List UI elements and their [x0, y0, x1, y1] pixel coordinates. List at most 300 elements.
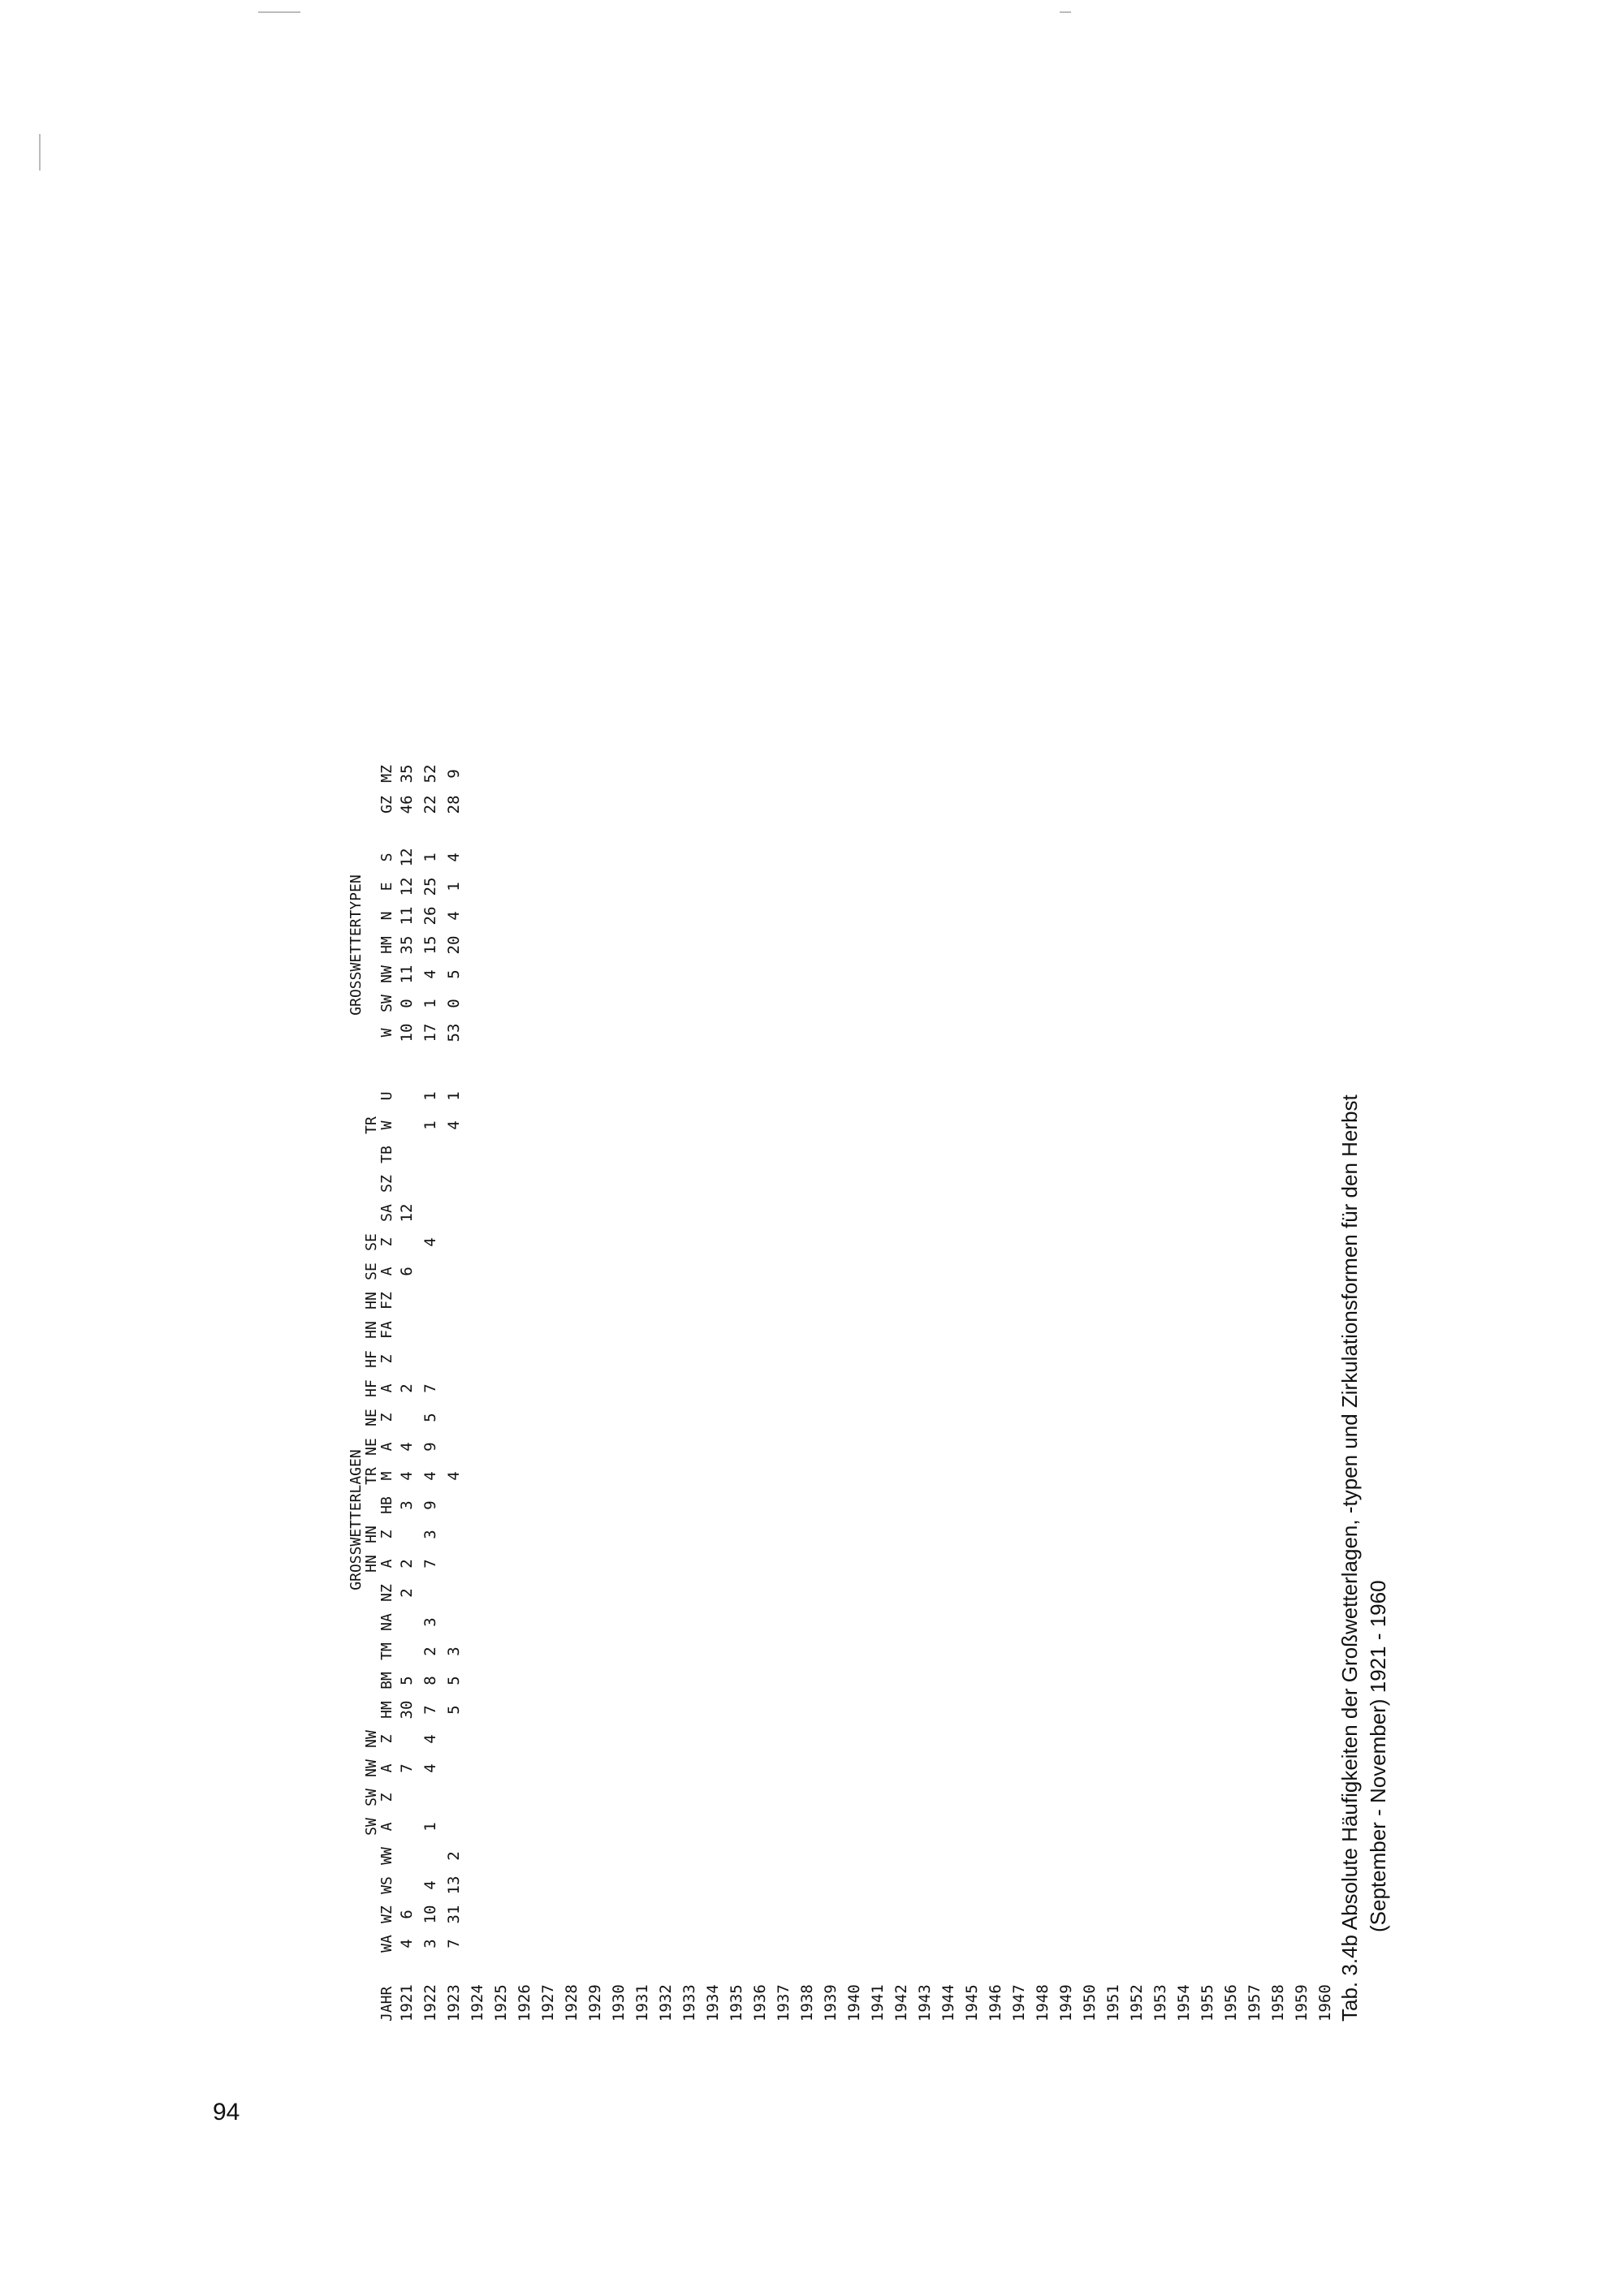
gwl-count-cell: [678, 1491, 702, 1520]
gwl-count-cell: [890, 1812, 914, 1841]
gwl-count-cell: [702, 1695, 725, 1724]
gwl-count-cell: [1243, 1929, 1267, 1958]
gwl-count-cell: [772, 1754, 796, 1783]
gwl-count-cell: [1102, 1812, 1125, 1841]
gwl-count-cell: [796, 1344, 819, 1374]
typ-count-cell: [1173, 989, 1196, 1018]
gwl-count-cell: [560, 1315, 584, 1344]
typ-count-cell: 12: [397, 877, 416, 896]
gwl-count-cell: [937, 1871, 961, 1900]
gwl-count-cell: [1173, 1695, 1196, 1724]
gwl-count-cell: [1243, 1315, 1267, 1344]
column-header-gwl: [365, 1783, 395, 1812]
gwl-count-cell: [819, 1198, 843, 1228]
column-header-gwl-label: HN: [363, 1526, 380, 1543]
gwl-count-cell: [395, 1637, 419, 1666]
gwl-count-cell: [749, 1491, 772, 1520]
gwl-count-cell: [678, 1432, 702, 1461]
gwl-count-cell: [772, 1549, 796, 1578]
gwl-count-cell: [984, 1491, 1008, 1520]
gz-count-cell: 22: [421, 795, 439, 814]
typ-count-cell: [1314, 1018, 1337, 1047]
typ-count-cell: 12: [397, 848, 416, 867]
gwl-count-cell: 1: [421, 1822, 439, 1832]
gwl-count-cell: [1125, 1666, 1149, 1695]
typ-count-cell: [961, 1018, 984, 1047]
gwl-count-cell: [1008, 1315, 1031, 1344]
mz-count-cell: [1055, 758, 1078, 789]
gwl-count-cell: [984, 1783, 1008, 1812]
gwl-count-cell: [443, 1403, 466, 1432]
gwl-count-cell: [1267, 1520, 1290, 1549]
gwl-count-cell: [490, 1783, 513, 1812]
gz-count-cell: [702, 789, 725, 820]
gwl-count-cell: [984, 1812, 1008, 1841]
year-cell: 1937: [774, 1984, 793, 2022]
gwl-count-cell: [1031, 1783, 1055, 1812]
gwl-count-cell: [490, 1637, 513, 1666]
year-cell: 1921: [397, 1984, 416, 2022]
gwl-count-cell: [1220, 1695, 1243, 1724]
gwl-count-cell: [678, 1871, 702, 1900]
gwl-count-cell: [466, 1520, 490, 1549]
typ-count-cell: [1196, 960, 1220, 989]
column-header-gwl-sublabel: Z: [378, 1530, 395, 1539]
gwl-count-cell: [914, 1841, 937, 1871]
gwl-count-cell: [1220, 1228, 1243, 1257]
gwl-count-cell: [937, 1637, 961, 1666]
gwl-count-cell: [490, 1081, 513, 1111]
typ-count-cell: [819, 960, 843, 989]
gwl-count-cell: [607, 1228, 631, 1257]
gwl-count-cell: [819, 1491, 843, 1520]
gwl-count-cell: [749, 1812, 772, 1841]
typ-count-cell: [914, 989, 937, 1018]
gwl-count-cell: [1149, 1081, 1173, 1111]
gwl-count-cell: [419, 1315, 443, 1344]
column-header-typ: [365, 989, 395, 1018]
gwl-count-cell: [560, 1841, 584, 1871]
gwl-count-cell: [1149, 1344, 1173, 1374]
typ-count-cell: [1031, 930, 1055, 960]
column-header-gwl-sublabel: A: [378, 1559, 395, 1569]
column-header-typ-label: S: [378, 852, 395, 862]
gwl-count-cell: [1125, 1461, 1149, 1491]
table-caption: [1336, 276, 1393, 2022]
mz-count-cell: [843, 758, 866, 789]
gwl-count-cell: [560, 1228, 584, 1257]
typ-count-cell: [1314, 872, 1337, 901]
gwl-count-cell: [1078, 1929, 1102, 1958]
gwl-count-cell: [1102, 1783, 1125, 1812]
scan-artifact: [39, 134, 41, 170]
gwl-count-cell: [1267, 1403, 1290, 1432]
gwl-count-cell: [1102, 1081, 1125, 1111]
gwl-count-cell: [1008, 1666, 1031, 1695]
typ-count-cell: [725, 872, 749, 901]
gz-count-cell: [914, 789, 937, 820]
table-row: [843, 758, 866, 2022]
gwl-count-cell: [1055, 1871, 1078, 1900]
typ-count-cell: 20: [444, 935, 463, 955]
typ-count-cell: [984, 989, 1008, 1018]
gwl-count-cell: [1267, 1081, 1290, 1111]
gwl-count-cell: [1220, 1315, 1243, 1344]
gwl-count-cell: [984, 1432, 1008, 1461]
column-header-gwl-label: TM: [378, 1642, 395, 1660]
gz-count-cell: [725, 789, 749, 820]
typ-count-cell: [725, 960, 749, 989]
gwl-count-cell: [678, 1520, 702, 1549]
gwl-count-cell: [961, 1841, 984, 1871]
gwl-count-cell: [537, 1228, 560, 1257]
column-header-gwl: [365, 1900, 395, 1929]
gwl-count-cell: [1008, 1549, 1031, 1578]
gwl-count-cell: 4: [397, 1442, 416, 1452]
gwl-count-cell: 4: [397, 1939, 416, 1949]
gwl-count-cell: [1314, 1929, 1337, 1958]
gwl-count-cell: [772, 1374, 796, 1403]
typ-count-cell: [725, 1018, 749, 1047]
year-cell: 1958: [1268, 1984, 1287, 2022]
gwl-count-cell: [772, 1491, 796, 1520]
gwl-count-cell: [749, 1783, 772, 1812]
typ-count-cell: [1267, 930, 1290, 960]
gwl-count-cell: [1220, 1608, 1243, 1637]
gwl-count-cell: [772, 1666, 796, 1695]
gwl-count-cell: [796, 1228, 819, 1257]
column-header-gwl: [365, 1461, 395, 1491]
gwl-count-cell: [796, 1403, 819, 1432]
gwl-count-cell: [819, 1140, 843, 1169]
gwl-count-cell: 4: [444, 1471, 463, 1481]
typ-count-cell: [819, 872, 843, 901]
column-header-gwl-label: BM: [378, 1672, 395, 1690]
gwl-count-cell: [866, 1374, 890, 1403]
gwl-count-cell: [1078, 1140, 1102, 1169]
year-cell: 1942: [892, 1984, 910, 2022]
gwl-count-cell: [749, 1754, 772, 1783]
gwl-count-cell: [866, 1608, 890, 1637]
gwl-count-cell: [819, 1871, 843, 1900]
typ-count-cell: [749, 960, 772, 989]
gwl-count-cell: [1008, 1169, 1031, 1198]
gwl-count-cell: [749, 1608, 772, 1637]
mz-count-cell: [1008, 758, 1031, 789]
gwl-count-cell: 1: [444, 1091, 463, 1101]
gwl-count-cell: [1149, 1608, 1173, 1637]
table-row: [560, 758, 584, 2022]
gwl-count-cell: [702, 1140, 725, 1169]
gwl-count-cell: [1267, 1724, 1290, 1754]
gwl-count-cell: [584, 1666, 607, 1695]
gwl-count-cell: [490, 1900, 513, 1929]
table-row: [584, 758, 607, 2022]
gwl-count-cell: [725, 1783, 749, 1812]
gwl-count-cell: [1290, 1315, 1314, 1344]
column-header-gwl: [365, 1578, 395, 1608]
gz-count-cell: [984, 789, 1008, 820]
gwl-count-cell: [1031, 1695, 1055, 1724]
gwl-count-cell: [1314, 1520, 1337, 1549]
gwl-count-cell: [702, 1929, 725, 1958]
table-row: [1196, 758, 1220, 2022]
typ-count-cell: [1102, 901, 1125, 930]
gwl-count-cell: [490, 1140, 513, 1169]
typ-count-cell: [466, 843, 490, 872]
gwl-count-cell: [702, 1111, 725, 1140]
typ-count-cell: [490, 930, 513, 960]
gwl-count-cell: [1267, 1754, 1290, 1783]
gwl-count-cell: [890, 1549, 914, 1578]
gwl-count-cell: [1078, 1783, 1102, 1812]
typ-count-cell: [631, 930, 654, 960]
typ-count-cell: [1243, 960, 1267, 989]
gwl-count-cell: [890, 1111, 914, 1140]
column-header-typ: [365, 843, 395, 872]
gwl-count-cell: 3: [421, 1939, 439, 1949]
typ-count-cell: [1290, 901, 1314, 930]
typ-count-cell: [1031, 960, 1055, 989]
gwl-count-cell: [419, 1286, 443, 1315]
column-header-gwl-sublabel: M: [378, 1471, 395, 1481]
mz-count-cell: [914, 758, 937, 789]
gwl-count-cell: [607, 1754, 631, 1783]
gwl-count-cell: [796, 1491, 819, 1520]
gwl-count-cell: [678, 1841, 702, 1871]
gwl-count-cell: [843, 1783, 866, 1812]
gwl-count-cell: [1078, 1520, 1102, 1549]
gwl-count-cell: [1243, 1081, 1267, 1111]
typ-count-cell: [560, 872, 584, 901]
gwl-count-cell: [866, 1841, 890, 1871]
gwl-count-cell: [866, 1257, 890, 1286]
gwl-count-cell: [1173, 1169, 1196, 1198]
gwl-count-cell: [796, 1900, 819, 1929]
typ-count-cell: [1173, 1018, 1196, 1047]
gwl-count-cell: [678, 1344, 702, 1374]
typ-count-cell: [654, 930, 678, 960]
gwl-count-cell: [513, 1783, 537, 1812]
gwl-count-cell: [631, 1608, 654, 1637]
gwl-count-cell: [466, 1491, 490, 1520]
gwl-count-cell: [654, 1608, 678, 1637]
gwl-count-cell: [1314, 1198, 1337, 1228]
gwl-count-cell: [1173, 1754, 1196, 1783]
gwl-count-cell: [1243, 1491, 1267, 1520]
gwl-count-cell: [490, 1257, 513, 1286]
gwl-count-cell: [584, 1695, 607, 1724]
column-header-gwl-sublabel: A: [378, 1763, 395, 1773]
gwl-count-cell: [419, 1783, 443, 1812]
typ-count-cell: [631, 872, 654, 901]
table-row: [796, 758, 819, 2022]
gwl-count-cell: 3: [421, 1530, 439, 1539]
gwl-count-cell: [1031, 1724, 1055, 1754]
column-header-typ-label: NW: [378, 965, 395, 983]
column-header-gwl-label: SW: [363, 1818, 380, 1836]
gwl-count-cell: [513, 1608, 537, 1637]
gwl-count-cell: [513, 1403, 537, 1432]
gwl-count-cell: [1078, 1841, 1102, 1871]
typ-count-cell: 25: [421, 877, 439, 896]
gwl-count-cell: [631, 1783, 654, 1812]
gwl-count-cell: [1243, 1783, 1267, 1812]
column-header-gwl-sublabel: A: [378, 1822, 395, 1832]
gwl-count-cell: [1125, 1374, 1149, 1403]
gwl-count-cell: [560, 1403, 584, 1432]
gwl-count-cell: [1220, 1520, 1243, 1549]
gwl-count-cell: [749, 1140, 772, 1169]
gwl-count-cell: [466, 1900, 490, 1929]
gwl-count-cell: [678, 1578, 702, 1608]
column-header-gwl: [365, 1520, 395, 1549]
gwl-count-cell: [984, 1228, 1008, 1257]
typ-count-cell: [890, 901, 914, 930]
gwl-count-cell: [819, 1081, 843, 1111]
gwl-count-cell: [490, 1374, 513, 1403]
gwl-count-cell: [702, 1549, 725, 1578]
column-header-gwl-label: HF: [363, 1350, 380, 1368]
gwl-count-cell: [725, 1695, 749, 1724]
typ-count-cell: [866, 872, 890, 901]
gwl-count-cell: [914, 1286, 937, 1315]
column-header-gz: [365, 789, 395, 820]
gwl-count-cell: [725, 1929, 749, 1958]
typ-count-cell: [1149, 930, 1173, 960]
gz-count-cell: [937, 789, 961, 820]
typ-count-cell: [537, 989, 560, 1018]
typ-count-cell: [1173, 901, 1196, 930]
gwl-count-cell: [1314, 1637, 1337, 1666]
gwl-count-cell: [1243, 1812, 1267, 1841]
year-cell: 1951: [1104, 1984, 1122, 2022]
gwl-count-cell: [796, 1812, 819, 1841]
gwl-count-cell: [819, 1549, 843, 1578]
typ-count-cell: [1055, 843, 1078, 872]
gwl-count-cell: [1149, 1520, 1173, 1549]
typ-count-cell: [490, 960, 513, 989]
gwl-count-cell: [1149, 1549, 1173, 1578]
gz-count-cell: [1243, 789, 1267, 820]
gwl-count-cell: [395, 1169, 419, 1198]
gwl-count-cell: [914, 1900, 937, 1929]
gwl-count-cell: [749, 1666, 772, 1695]
gwl-count-cell: [1078, 1608, 1102, 1637]
gwl-count-cell: [984, 1695, 1008, 1724]
gwl-count-cell: [1220, 1344, 1243, 1374]
column-header-gwl: [365, 1081, 395, 1111]
column-header-jahr: JAHR: [378, 1986, 395, 2022]
gwl-count-cell: [1314, 1111, 1337, 1140]
gwl-count-cell: [1102, 1549, 1125, 1578]
gwl-count-cell: [1125, 1783, 1149, 1812]
gwl-count-cell: [1267, 1812, 1290, 1841]
typ-count-cell: [490, 1018, 513, 1047]
gwl-count-cell: [725, 1666, 749, 1695]
mz-count-cell: [1031, 758, 1055, 789]
mz-count-cell: 35: [397, 764, 416, 783]
gwl-count-cell: [654, 1666, 678, 1695]
gwl-count-cell: [466, 1111, 490, 1140]
gwl-count-cell: [1102, 1111, 1125, 1140]
gwl-count-cell: [1125, 1111, 1149, 1140]
gwl-count-cell: [654, 1783, 678, 1812]
gwl-count-cell: [1290, 1257, 1314, 1286]
column-header-gwl-label: WW: [378, 1847, 395, 1865]
typ-count-cell: [1125, 930, 1149, 960]
typ-count-cell: [607, 1018, 631, 1047]
gwl-count-cell: [443, 1608, 466, 1637]
typ-count-cell: [537, 843, 560, 872]
gwl-count-cell: [678, 1637, 702, 1666]
gwl-count-cell: [1008, 1724, 1031, 1754]
table-row: [678, 758, 702, 2022]
gwl-count-cell: [513, 1637, 537, 1666]
gwl-count-cell: [890, 1140, 914, 1169]
gwl-count-cell: [1055, 1608, 1078, 1637]
gwl-count-cell: [1290, 1724, 1314, 1754]
typ-count-cell: [1055, 872, 1078, 901]
typ-count-cell: [1031, 872, 1055, 901]
typ-count-cell: [914, 901, 937, 930]
gwl-count-cell: [961, 1549, 984, 1578]
gwl-count-cell: [1008, 1929, 1031, 1958]
gwl-count-cell: [1243, 1461, 1267, 1491]
gwl-count-cell: [419, 1841, 443, 1871]
table-row: [1031, 758, 1055, 2022]
gwl-count-cell: [1243, 1900, 1267, 1929]
gwl-count-cell: [1173, 1783, 1196, 1812]
column-header-gwl-sublabel: Z: [378, 1354, 395, 1364]
gwl-count-cell: [1055, 1315, 1078, 1344]
gwl-count-cell: [890, 1491, 914, 1520]
gwl-count-cell: [796, 1315, 819, 1344]
gz-count-cell: [1055, 789, 1078, 820]
gwl-count-cell: [914, 1695, 937, 1724]
gwl-count-cell: [890, 1344, 914, 1374]
gwl-count-cell: [843, 1608, 866, 1637]
typ-count-cell: [1125, 901, 1149, 930]
gwl-count-cell: [984, 1666, 1008, 1695]
gwl-count-cell: [937, 1169, 961, 1198]
gwl-count-cell: [1290, 1198, 1314, 1228]
gwl-count-cell: [914, 1783, 937, 1812]
typ-count-cell: 17: [421, 1023, 439, 1042]
gwl-count-cell: [560, 1286, 584, 1315]
gwl-count-cell: [490, 1432, 513, 1461]
gwl-count-cell: [607, 1841, 631, 1871]
typ-count-cell: [749, 989, 772, 1018]
gwl-count-cell: [584, 1111, 607, 1140]
gwl-count-cell: [560, 1081, 584, 1111]
mz-count-cell: [866, 758, 890, 789]
gwl-count-cell: [537, 1724, 560, 1754]
rotated-table-area: [325, 231, 1405, 2054]
gz-count-cell: [890, 789, 914, 820]
typ-count-cell: [796, 989, 819, 1018]
gwl-count-cell: [984, 1871, 1008, 1900]
gwl-count-cell: [607, 1432, 631, 1461]
typ-count-cell: [1149, 901, 1173, 930]
typ-count-cell: [584, 1018, 607, 1047]
year-cell: 1929: [585, 1984, 604, 2022]
gwl-count-cell: [866, 1403, 890, 1432]
gwl-count-cell: [607, 1198, 631, 1228]
gwl-count-cell: [1055, 1286, 1078, 1315]
table-row: [772, 758, 796, 2022]
gwl-count-cell: 31: [444, 1905, 463, 1924]
